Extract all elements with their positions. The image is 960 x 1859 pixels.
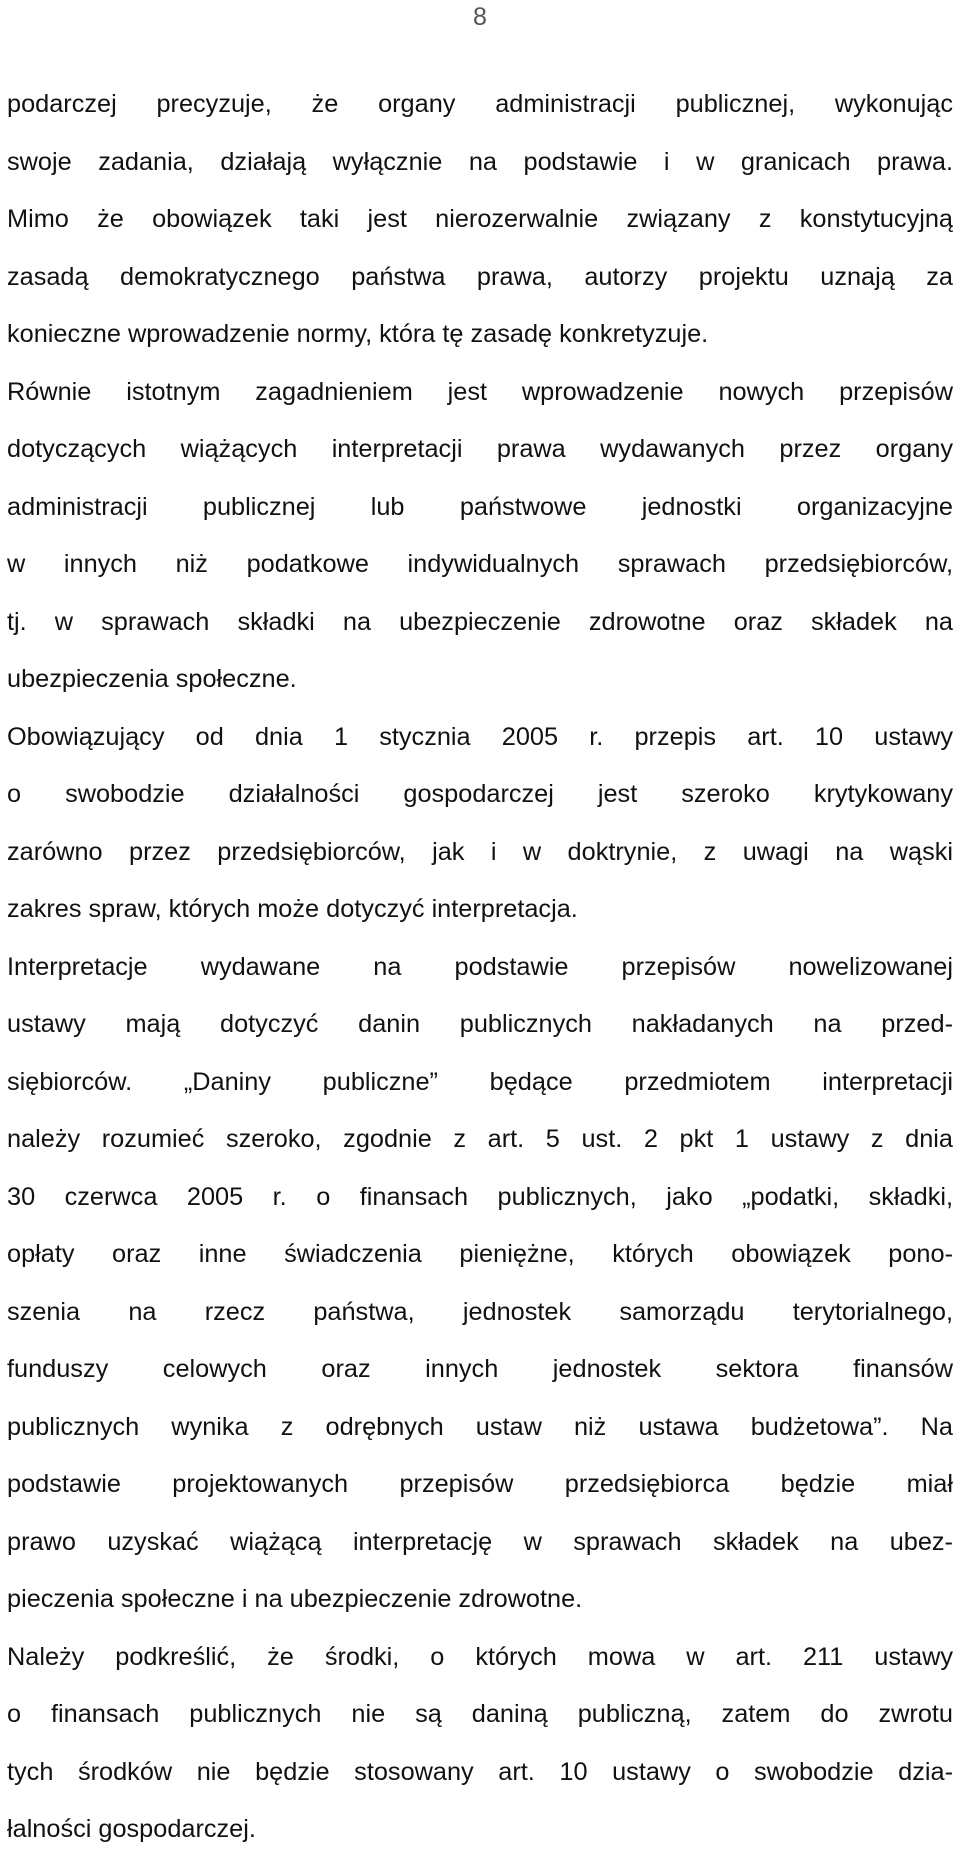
text-line: dotyczących wiążących interpretacji prawa wydawanych przez organy — [7, 435, 953, 463]
text-line: swoje zadania, działają wyłącznie na podstawie i w granicach prawa. — [7, 147, 953, 176]
text-line: Należy podkreślić, że środki, o których mowa w art. 211 ustawy — [7, 1642, 953, 1671]
text-line: należy rozumieć szeroko, zgodnie z art. 5 ust. 2 pkt 1 ustawy z dnia — [7, 1125, 953, 1153]
text-line: tych środków nie będzie stosowany art. 10 ustawy o swobodzie dzia- — [7, 1757, 953, 1786]
text-line: pieczenia społeczne i na ubezpieczenie zdrowotne. — [7, 1585, 583, 1613]
text-line: podarczej precyzuje, że organy administracji publicznej, wykonując — [7, 90, 953, 118]
text-line: opłaty oraz inne świadczenia pieniężne, których obowiązek pono- — [7, 1240, 953, 1268]
document-body — [7, 76, 953, 1859]
text-line: prawo uzyskać wiążącą interpretację w sprawach składek na ubez- — [7, 1527, 953, 1556]
text-line: zasadą demokratycznego państwa prawa, autorzy projektu uznają za — [7, 262, 953, 291]
text-line: ubezpieczenia społeczne. — [7, 665, 297, 693]
text-line: łalności gospodarczej. — [7, 1815, 256, 1843]
text-line: zarówno przez przedsiębiorców, jak i w doktrynie, z uwagi na wąski — [7, 837, 953, 866]
text-line: o finansach publicznych nie są daniną publiczną, zatem do zwrotu — [7, 1700, 953, 1728]
text-line: siębiorców. „Daniny publiczne” będące przedmiotem interpretacji — [7, 1067, 953, 1096]
text-line: administracji publicznej lub państwowe jednostki organizacyjne — [7, 492, 953, 521]
text-line: Interpretacje wydawane na podstawie przepisów nowelizowanej — [7, 952, 953, 981]
text-line: szenia na rzecz państwa, jednostek samorządu terytorialnego, — [7, 1297, 953, 1326]
text-line: tj. w sprawach składki na ubezpieczenie zdrowotne oraz składek na — [7, 607, 953, 636]
text-line: podstawie projektowanych przepisów przedsiębiorca będzie miał — [7, 1470, 953, 1498]
text-line: Mimo że obowiązek taki jest nierozerwalnie związany z konstytucyjną — [7, 205, 953, 233]
paragraph — [7, 364, 953, 709]
text-line: 30 czerwca 2005 r. o finansach publicznych, jako „podatki, składki, — [7, 1182, 953, 1211]
text-line: w innych niż podatkowe indywidualnych sprawach przedsiębiorców, — [7, 550, 953, 578]
text-line: zakres spraw, których może dotyczyć interpretacja. — [7, 895, 578, 923]
page-number: 8 — [473, 3, 487, 31]
text-line: funduszy celowych oraz innych jednostek sektora finansów — [7, 1355, 953, 1383]
paragraph — [7, 939, 953, 1629]
paragraph — [7, 709, 953, 939]
text-line: konieczne wprowadzenie normy, która tę zasadę konkretyzuje. — [7, 320, 709, 348]
text-line: ustawy mają dotyczyć danin publicznych nakładanych na przed- — [7, 1010, 953, 1038]
text-line: Równie istotnym zagadnieniem jest wprowadzenie nowych przepisów — [7, 377, 953, 406]
paragraph — [7, 76, 953, 364]
paragraph — [7, 1629, 953, 1859]
text-line: o swobodzie działalności gospodarczej jest szeroko krytykowany — [7, 780, 953, 808]
text-line: publicznych wynika z odrębnych ustaw niż ustawa budżetowa”. Na — [7, 1412, 953, 1441]
text-line: Obowiązujący od dnia 1 stycznia 2005 r. przepis art. 10 ustawy — [7, 722, 953, 751]
